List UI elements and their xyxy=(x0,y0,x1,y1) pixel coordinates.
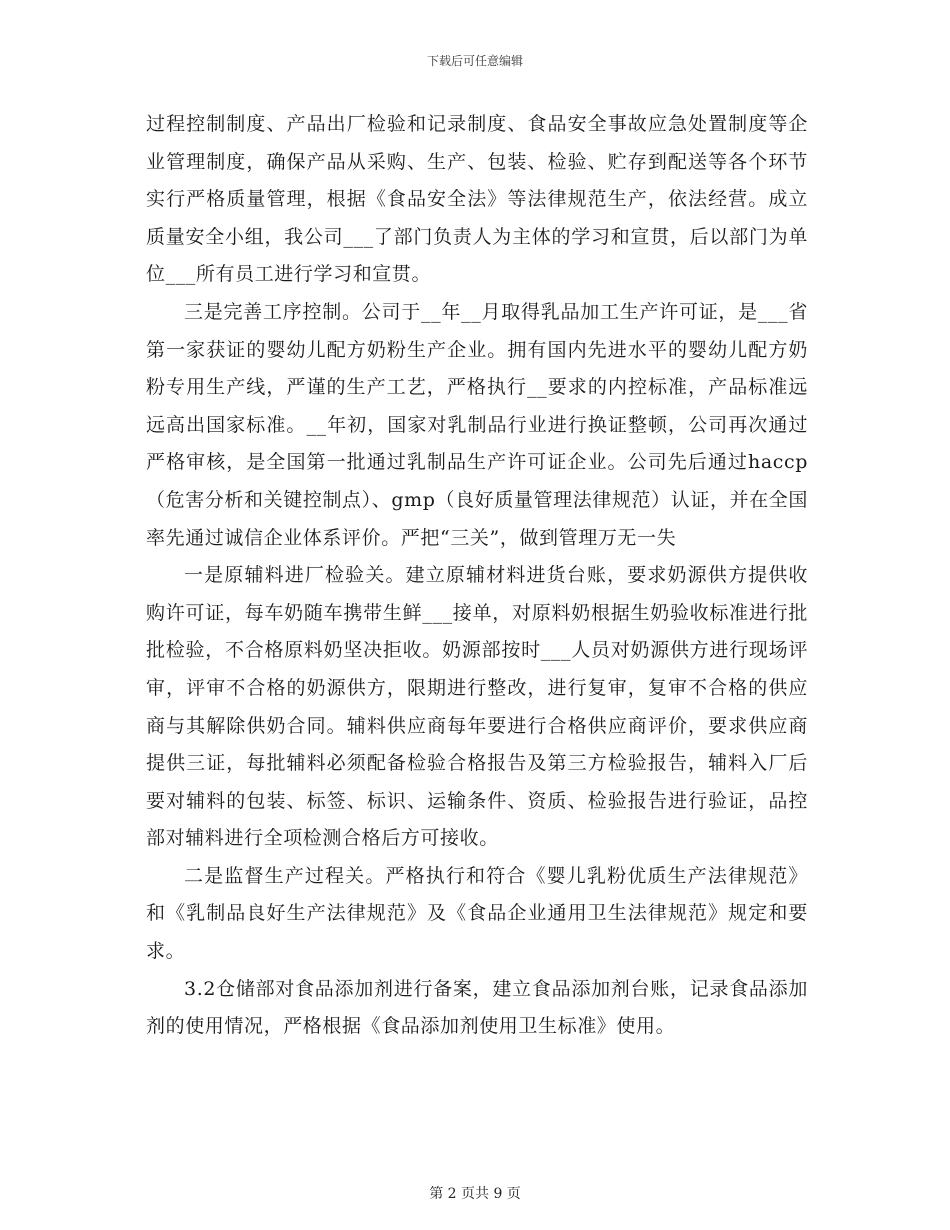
paragraph-2: 三是完善工序控制。公司于__年__月取得乳品加工生产许可证，是___省第一家获证的婴幼儿配方奶粉生产企业。拥有国内先进水平的婴幼儿配方奶粉专用生产线，严谨的生产工艺，严格执行__要求的内控标准，产品标准远远高出国家标准。__年初，国家对乳制品行业进行换证整顿，公司再次通过严格审核，是全国第一批通过乳制品生产许可证企业。公司先后通过haccp（危害分析和关键控制点）、gmp（良好质量管理法律规范）认证，并在全国率先通过诚信企业体系评价。严把“三关”，做到管理万无一失 xyxy=(146,300,808,549)
page-header: 下载后可任意编辑 xyxy=(426,54,523,68)
paragraph-1: 过程控制制度、产品出厂检验和记录制度、食品安全事故应急处置制度等企业管理制度，确保产品从采购、生产、包装、检验、贮存到配送等各个环节实行严格质量管理，根据《食品安全法》等法律规范生产，依法经营。成立质量安全小组，我公司___了部门负责人为主体的学习和宣贯，后以部门为单位___所有员工进行学习和宣贯。 xyxy=(146,113,808,286)
paragraph-4: 二是监督生产过程关。严格执行和符合《婴儿乳粉优质生产法律规范》和《乳制品良好生产法律规范》及《食品企业通用卫生法律规范》规定和要求。 xyxy=(146,864,808,963)
paragraph-3: 一是原辅料进厂检验关。建立原辅材料进货台账，要求奶源供方提供收购许可证，每车奶随车携带生鲜___接单，对原料奶根据生奶验收标准进行批批检验，不合格原料奶坚决拒收。奶源部按时___人员对奶源供方进行现场评审，评审不合格的奶源供方，限期进行整改，进行复审，复审不合格的供应商与其解除供奶合同。辅料供应商每年要进行合格供应商评价，要求供应商提供三证，每批辅料必须配备检验合格报告及第三方检验报告，辅料入厂后要对辅料的包装、标签、标识、运输条件、资质、检验报告进行验证，品控部对辅料进行全项检测合格后方可接收。 xyxy=(146,564,808,850)
paragraph-5: 3.2仓储部对食品添加剂进行备案，建立食品添加剂台账，记录食品添加剂的使用情况，严格根据《食品添加剂使用卫生标准》使用。 xyxy=(146,977,808,1038)
page-number-footer: 第 2 页共 9 页 xyxy=(429,1186,521,1202)
document-body xyxy=(146,106,808,1046)
